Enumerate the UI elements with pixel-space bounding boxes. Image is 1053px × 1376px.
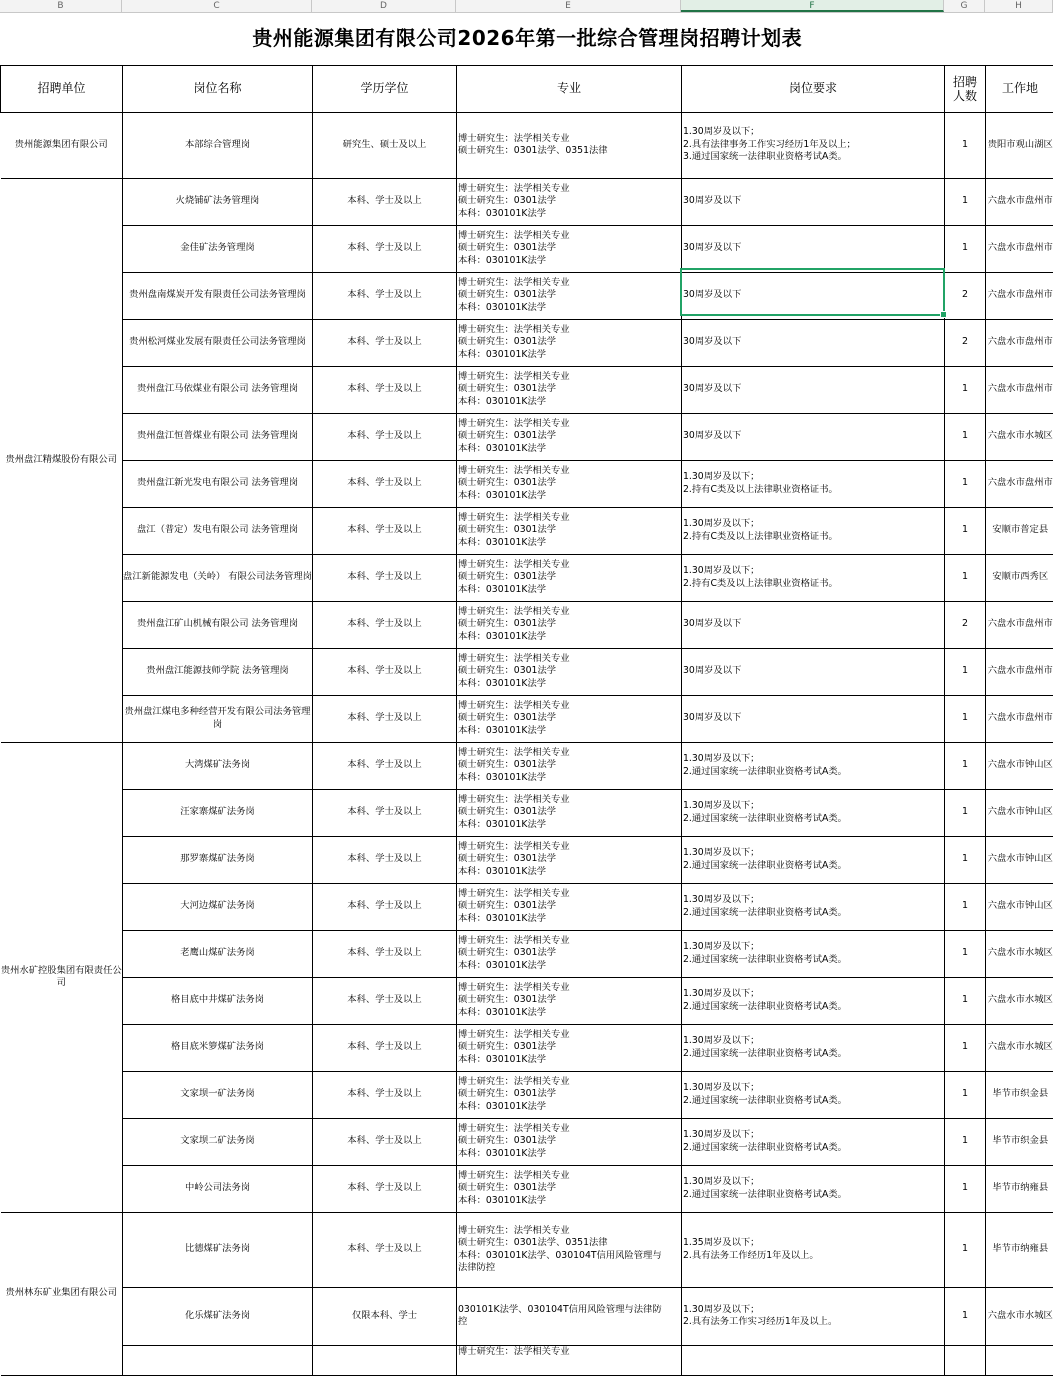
header-location[interactable]: 工作地 [986, 65, 1053, 112]
cell-position[interactable]: 大河边煤矿法务岗 [123, 883, 313, 930]
cell-education[interactable]: 本科、学士及以上 [313, 366, 457, 413]
cell-headcount[interactable]: 1 [945, 695, 986, 742]
cell-headcount[interactable]: 1 [945, 225, 986, 272]
cell-requirements[interactable]: 30周岁及以下 [682, 178, 945, 225]
cell-education[interactable]: 本科、学士及以上 [313, 1071, 457, 1118]
cell-requirements[interactable]: 1.30周岁及以下； 2.持有C类及以上法律职业资格证书。 [682, 507, 945, 554]
cell-requirements[interactable]: 1.30周岁及以下； 2.持有C类及以上法律职业资格证书。 [682, 460, 945, 507]
cell-requirements[interactable]: 1.30周岁及以下； 2.通过国家统一法律职业资格考试A类。 [682, 1165, 945, 1212]
cell-major[interactable]: 博士研究生：法学相关专业 硕士研究生：0301法学 本科：030101K法学 [457, 554, 682, 601]
cell-headcount[interactable]: 1 [945, 742, 986, 789]
cell-major[interactable]: 博士研究生：法学相关专业 硕士研究生：0301法学 本科：030101K法学 [457, 225, 682, 272]
cell-position[interactable]: 贵州盘江能源技师学院 法务管理岗 [123, 648, 313, 695]
column-header-b[interactable]: B [0, 0, 122, 12]
cell-location[interactable]: 毕节市织金县 [986, 1118, 1053, 1165]
cell-education[interactable]: 本科、学士及以上 [313, 507, 457, 554]
cell-location[interactable]: 六盘水市盘州市 [986, 319, 1053, 366]
spreadsheet-grid [0, 12, 1053, 1363]
column-header-e[interactable]: E [456, 0, 681, 12]
cell-education[interactable]: 本科、学士及以上 [313, 601, 457, 648]
cell-major[interactable]: 博士研究生：法学相关专业 硕士研究生：0301法学 本科：030101K法学 [457, 1024, 682, 1071]
cell-location[interactable]: 六盘水市水城区 [986, 1024, 1053, 1071]
cell-position[interactable]: 格目底中井煤矿法务岗 [123, 977, 313, 1024]
cell-headcount[interactable]: 1 [945, 1165, 986, 1212]
cell-requirements[interactable]: 1.30周岁及以下； 2.通过国家统一法律职业资格考试A类。 [682, 1024, 945, 1071]
cell-requirements[interactable]: 1.30周岁及以下； 2.通过国家统一法律职业资格考试A类。 [682, 883, 945, 930]
cell-major[interactable]: 博士研究生：法学相关专业 硕士研究生：0301法学 本科：030101K法学 [457, 1071, 682, 1118]
column-header-d[interactable]: D [312, 0, 456, 12]
cell-education[interactable]: 本科、学士及以上 [313, 836, 457, 883]
table-row [1, 1345, 1053, 1375]
cell-requirements[interactable]: 30周岁及以下 [682, 272, 945, 319]
cell-major[interactable]: 博士研究生：法学相关专业 硕士研究生：0301法学 本科：030101K法学 [457, 883, 682, 930]
cell-location[interactable]: 六盘水市盘州市 [986, 225, 1053, 272]
cell-position[interactable]: 贵州盘南煤炭开发有限责任公司法务管理岗 [123, 272, 313, 319]
table-row [1, 1287, 1053, 1345]
cell-education[interactable]: 本科、学士及以上 [313, 1118, 457, 1165]
cell-major[interactable]: 博士研究生：法学相关专业 硕士研究生：0301法学 本科：030101K法学 [457, 930, 682, 977]
cell-headcount[interactable]: 2 [945, 319, 986, 366]
cell-location[interactable]: 毕节市纳雍县 [986, 1212, 1053, 1287]
cell-headcount[interactable]: 1 [945, 366, 986, 413]
cell-unit[interactable]: 贵州盘江精煤股份有限公司 [1, 178, 123, 742]
cell-location[interactable]: 六盘水市水城区 [986, 1287, 1053, 1345]
cell-education[interactable]: 本科、学士及以上 [313, 1165, 457, 1212]
column-header-g[interactable]: G [944, 0, 985, 12]
cell-headcount[interactable]: 2 [945, 601, 986, 648]
header-headcount[interactable]: 招聘人数 [945, 65, 986, 112]
cell-education[interactable] [313, 1345, 457, 1375]
cell-location[interactable]: 六盘水市盘州市 [986, 178, 1053, 225]
sheet-title[interactable]: 贵州能源集团有限公司2026年第一批综合管理岗招聘计划表 [1, 12, 1053, 65]
cell-position[interactable]: 文家坝二矿法务岗 [123, 1118, 313, 1165]
cell-major[interactable]: 博士研究生：法学相关专业 硕士研究生：0301法学 本科：030101K法学 [457, 272, 682, 319]
cell-education[interactable]: 本科、学士及以上 [313, 930, 457, 977]
cell-major[interactable]: 博士研究生：法学相关专业 硕士研究生：0301法学 本科：030101K法学 [457, 507, 682, 554]
cell-headcount[interactable]: 1 [945, 1212, 986, 1287]
table-row [1, 977, 1053, 1024]
table-row [1, 695, 1053, 742]
cell-major[interactable]: 博士研究生：法学相关专业 硕士研究生：0301法学 本科：030101K法学 [457, 836, 682, 883]
cell-location[interactable] [986, 1345, 1053, 1375]
cell-education[interactable]: 本科、学士及以上 [313, 695, 457, 742]
cell-major[interactable]: 博士研究生：法学相关专业 硕士研究生：0301法学 本科：030101K法学 [457, 742, 682, 789]
header-unit[interactable]: 招聘单位 [1, 65, 123, 112]
cell-requirements[interactable]: 1.30周岁及以下； 2.具有法律事务工作实习经历1年及以上； 3.通过国家统一法律职业资格考试A类。 [682, 112, 945, 178]
header-position[interactable]: 岗位名称 [123, 65, 313, 112]
cell-headcount[interactable]: 1 [945, 413, 986, 460]
cell-location[interactable]: 六盘水市水城区 [986, 977, 1053, 1024]
cell-requirements[interactable]: 1.30周岁及以下； 2.持有C类及以上法律职业资格证书。 [682, 554, 945, 601]
cell-major[interactable]: 030101K法学、030104T信用风险管理与法律防 控 [457, 1287, 682, 1345]
cell-requirements[interactable]: 30周岁及以下 [682, 601, 945, 648]
cell-requirements[interactable]: 1.30周岁及以下； 2.通过国家统一法律职业资格考试A类。 [682, 742, 945, 789]
cell-education[interactable]: 本科、学士及以上 [313, 272, 457, 319]
cell-headcount[interactable]: 1 [945, 1118, 986, 1165]
cell-headcount[interactable]: 1 [945, 1071, 986, 1118]
cell-location[interactable]: 六盘水市盘州市 [986, 460, 1053, 507]
table-row [1, 1165, 1053, 1212]
cell-major[interactable]: 博士研究生：法学相关专业 硕士研究生：0301法学 本科：030101K法学 [457, 413, 682, 460]
cell-education[interactable]: 本科、学士及以上 [313, 648, 457, 695]
cell-education[interactable]: 本科、学士及以上 [313, 554, 457, 601]
cell-major[interactable]: 博士研究生：法学相关专业 硕士研究生：0301法学 本科：030101K法学 [457, 1118, 682, 1165]
cell-education[interactable]: 本科、学士及以上 [313, 460, 457, 507]
cell-unit[interactable]: 贵州水矿控股集团有限责任公司 [1, 742, 123, 1212]
cell-requirements[interactable]: 30周岁及以下 [682, 366, 945, 413]
cell-headcount[interactable] [945, 1345, 986, 1375]
header-requirements[interactable]: 岗位要求 [682, 65, 945, 112]
table-row [1, 507, 1053, 554]
cell-headcount[interactable]: 1 [945, 507, 986, 554]
cell-requirements[interactable]: 1.30周岁及以下； 2.具有法务工作实习经历1年及以上。 [682, 1287, 945, 1345]
cell-position[interactable]: 那罗寨煤矿法务岗 [123, 836, 313, 883]
cell-headcount[interactable]: 1 [945, 977, 986, 1024]
cell-headcount[interactable]: 1 [945, 930, 986, 977]
cell-major[interactable]: 博士研究生：法学相关专业 硕士研究生：0301法学 本科：030101K法学 [457, 460, 682, 507]
table-row [1, 1118, 1053, 1165]
cell-requirements[interactable]: 30周岁及以下 [682, 695, 945, 742]
cell-major[interactable]: 博士研究生：法学相关专业 硕士研究生：0301法学、0351法律 [457, 112, 682, 178]
cell-position[interactable]: 格目底米箩煤矿法务岗 [123, 1024, 313, 1071]
column-header-c[interactable]: C [122, 0, 312, 12]
cell-requirements[interactable]: 30周岁及以下 [682, 413, 945, 460]
table-row [1, 319, 1053, 366]
cell-education[interactable]: 本科、学士及以上 [313, 1212, 457, 1287]
cell-location[interactable]: 六盘水市盘州市 [986, 601, 1053, 648]
cell-location[interactable]: 六盘水市钟山区 [986, 883, 1053, 930]
table-row [1, 272, 1053, 319]
cell-requirements[interactable]: 30周岁及以下 [682, 648, 945, 695]
cell-headcount[interactable]: 1 [945, 112, 986, 178]
cell-position[interactable]: 大湾煤矿法务岗 [123, 742, 313, 789]
table-row [1, 178, 1053, 225]
header-education[interactable]: 学历学位 [313, 65, 457, 112]
cell-headcount[interactable]: 1 [945, 1287, 986, 1345]
cell-education[interactable]: 本科、学士及以上 [313, 883, 457, 930]
cell-position[interactable]: 火烧铺矿法务管理岗 [123, 178, 313, 225]
cell-position[interactable]: 中岭公司法务岗 [123, 1165, 313, 1212]
cell-position[interactable]: 文家坝一矿法务岗 [123, 1071, 313, 1118]
cell-education[interactable]: 本科、学士及以上 [313, 742, 457, 789]
cell-requirements[interactable]: 1.35周岁及以下； 2.具有法务工作经历1年及以上。 [682, 1212, 945, 1287]
table-row [1, 225, 1053, 272]
table-row [1, 1071, 1053, 1118]
cell-position[interactable]: 贵州盘江新光发电有限公司 法务管理岗 [123, 460, 313, 507]
cell-position[interactable]: 老鹰山煤矿法务岗 [123, 930, 313, 977]
header-major[interactable]: 专业 [457, 65, 682, 112]
cell-location[interactable]: 毕节市织金县 [986, 1071, 1053, 1118]
cell-position[interactable]: 贵州盘江马依煤业有限公司 法务管理岗 [123, 366, 313, 413]
table-row [1, 601, 1053, 648]
cell-location[interactable]: 贵阳市观山湖区 [986, 112, 1053, 178]
cell-position[interactable]: 贵州盘江煤电多种经营开发有限公司法务管理岗 [123, 695, 313, 742]
cell-location[interactable]: 六盘水市水城区 [986, 413, 1053, 460]
cell-position[interactable]: 贵州松河煤业发展有限责任公司法务管理岗 [123, 319, 313, 366]
cell-requirements[interactable]: 30周岁及以下 [682, 319, 945, 366]
table-row [1, 554, 1053, 601]
cell-position[interactable]: 盘江（普定）发电有限公司 法务管理岗 [123, 507, 313, 554]
cell-education[interactable]: 仅限本科、学士 [313, 1287, 457, 1345]
cell-education[interactable]: 本科、学士及以上 [313, 319, 457, 366]
cell-requirements[interactable]: 1.30周岁及以下； 2.通过国家统一法律职业资格考试A类。 [682, 1118, 945, 1165]
cell-education[interactable]: 本科、学士及以上 [313, 1024, 457, 1071]
column-header-f[interactable]: F [681, 0, 944, 12]
table-row [1, 883, 1053, 930]
cell-position[interactable]: 盘江新能源发电（关岭） 有限公司法务管理岗 [123, 554, 313, 601]
table-row [1, 366, 1053, 413]
cell-major[interactable]: 博士研究生：法学相关专业 硕士研究生：0301法学 本科：030101K法学 [457, 601, 682, 648]
cell-requirements[interactable]: 1.30周岁及以下； 2.通过国家统一法律职业资格考试A类。 [682, 789, 945, 836]
cell-position[interactable]: 化乐煤矿法务岗 [123, 1287, 313, 1345]
cell-major[interactable]: 博士研究生：法学相关专业 硕士研究生：0301法学 本科：030101K法学 [457, 789, 682, 836]
cell-major[interactable]: 博士研究生：法学相关专业 硕士研究生：0301法学 本科：030101K法学 [457, 178, 682, 225]
cell-unit[interactable]: 贵州能源集团有限公司 [1, 112, 123, 178]
cell-location[interactable]: 六盘水市盘州市 [986, 648, 1053, 695]
table-row [1, 648, 1053, 695]
table-row [1, 1212, 1053, 1287]
cell-major[interactable]: 博士研究生：法学相关专业 硕士研究生：0301法学 本科：030101K法学 [457, 977, 682, 1024]
cell-position[interactable]: 本部综合管理岗 [123, 112, 313, 178]
table-row [1, 789, 1053, 836]
cell-position[interactable]: 金佳矿法务管理岗 [123, 225, 313, 272]
cell-location[interactable]: 安顺市普定县 [986, 507, 1053, 554]
cell-location[interactable]: 六盘水市钟山区 [986, 836, 1053, 883]
cell-education[interactable]: 本科、学士及以上 [313, 789, 457, 836]
cell-location[interactable]: 六盘水市钟山区 [986, 789, 1053, 836]
recruitment-table [0, 12, 1053, 1376]
cell-headcount[interactable]: 1 [945, 883, 986, 930]
cell-location[interactable]: 安顺市西秀区 [986, 554, 1053, 601]
cell-education[interactable]: 研究生、硕士及以上 [313, 112, 457, 178]
cell-location[interactable]: 六盘水市盘州市 [986, 695, 1053, 742]
table-row [1, 836, 1053, 883]
cell-location[interactable]: 六盘水市水城区 [986, 930, 1053, 977]
cell-major[interactable]: 博士研究生：法学相关专业 硕士研究生：0301法学 本科：030101K法学 [457, 648, 682, 695]
cell-major[interactable]: 博士研究生：法学相关专业 硕士研究生：0301法学 本科：030101K法学 [457, 366, 682, 413]
cell-headcount[interactable]: 1 [945, 836, 986, 883]
cell-headcount[interactable]: 1 [945, 648, 986, 695]
cell-major[interactable]: 博士研究生：法学相关专业 硕士研究生：0301法学 本科：030101K法学 [457, 1165, 682, 1212]
table-row [1, 112, 1053, 178]
cell-headcount[interactable]: 1 [945, 789, 986, 836]
cell-headcount[interactable]: 1 [945, 1024, 986, 1071]
cell-location[interactable]: 六盘水市盘州市 [986, 366, 1053, 413]
table-row [1, 1024, 1053, 1071]
cell-position[interactable]: 汪家寨煤矿法务岗 [123, 789, 313, 836]
cell-requirements[interactable]: 1.30周岁及以下； 2.通过国家统一法律职业资格考试A类。 [682, 977, 945, 1024]
cell-education[interactable]: 本科、学士及以上 [313, 225, 457, 272]
cell-position[interactable] [123, 1345, 313, 1375]
cell-position[interactable]: 贵州盘江恒普煤业有限公司 法务管理岗 [123, 413, 313, 460]
cell-headcount[interactable]: 2 [945, 272, 986, 319]
table-row [1, 413, 1053, 460]
cell-major[interactable]: 博士研究生：法学相关专业 [457, 1345, 682, 1375]
cell-education[interactable]: 本科、学士及以上 [313, 413, 457, 460]
cell-headcount[interactable]: 1 [945, 554, 986, 601]
table-row [1, 930, 1053, 977]
cell-major[interactable]: 博士研究生：法学相关专业 硕士研究生：0301法学 本科：030101K法学 [457, 319, 682, 366]
cell-major[interactable]: 博士研究生：法学相关专业 硕士研究生：0301法学、0351法律 本科：030101K法学、030104T信用风险管理与 法律防控 [457, 1212, 682, 1287]
cell-requirements[interactable]: 1.30周岁及以下； 2.通过国家统一法律职业资格考试A类。 [682, 930, 945, 977]
column-header-h[interactable]: H [985, 0, 1053, 12]
cell-requirements[interactable]: 1.30周岁及以下； 2.通过国家统一法律职业资格考试A类。 [682, 1071, 945, 1118]
cell-requirements[interactable] [682, 1345, 945, 1375]
cell-education[interactable]: 本科、学士及以上 [313, 977, 457, 1024]
cell-requirements[interactable]: 30周岁及以下 [682, 225, 945, 272]
cell-location[interactable]: 毕节市纳雍县 [986, 1165, 1053, 1212]
table-row [1, 460, 1053, 507]
cell-headcount[interactable]: 1 [945, 178, 986, 225]
cell-location[interactable]: 六盘水市钟山区 [986, 742, 1053, 789]
cell-unit[interactable]: 贵州林东矿业集团有限公司 [1, 1212, 123, 1375]
cell-major[interactable]: 博士研究生：法学相关专业 硕士研究生：0301法学 本科：030101K法学 [457, 695, 682, 742]
cell-headcount[interactable]: 1 [945, 460, 986, 507]
cell-education[interactable]: 本科、学士及以上 [313, 178, 457, 225]
table-row [1, 742, 1053, 789]
cell-position[interactable]: 比德煤矿法务岗 [123, 1212, 313, 1287]
cell-position[interactable]: 贵州盘江矿山机械有限公司 法务管理岗 [123, 601, 313, 648]
cell-location[interactable]: 六盘水市盘州市 [986, 272, 1053, 319]
cell-requirements[interactable]: 1.30周岁及以下； 2.通过国家统一法律职业资格考试A类。 [682, 836, 945, 883]
